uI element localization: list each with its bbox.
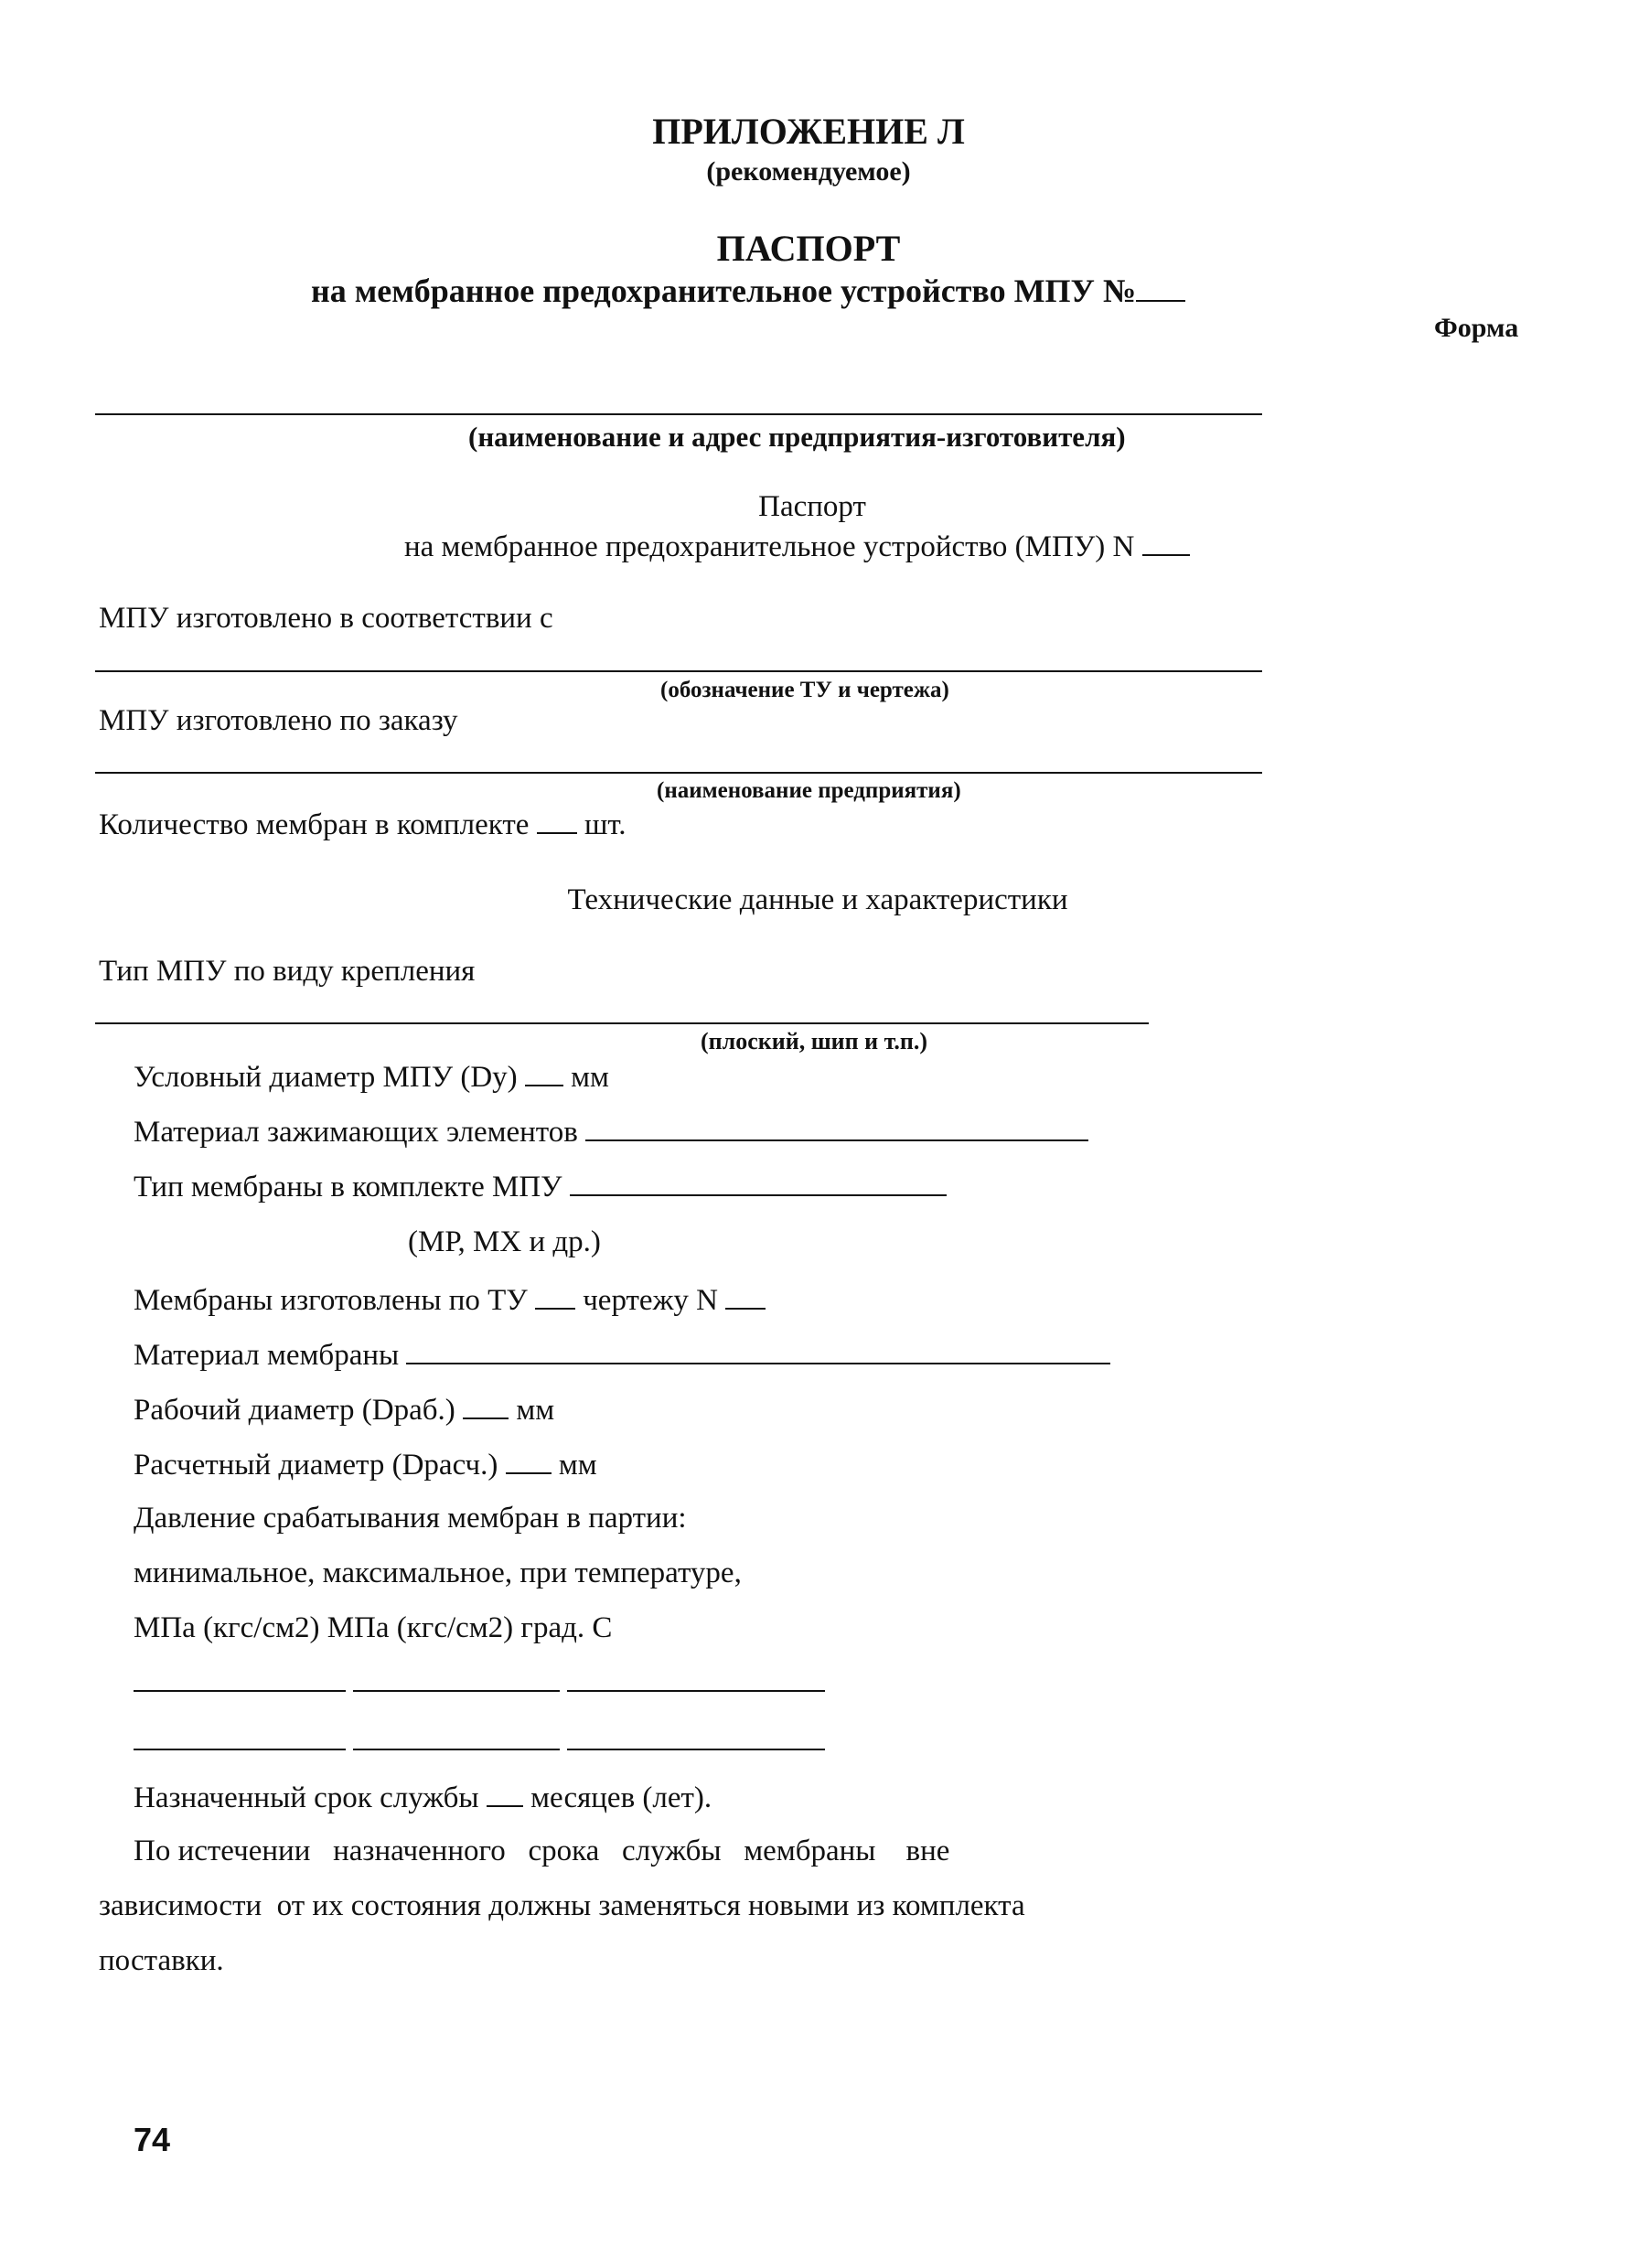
nominal-diameter: Условный диаметр МПУ (Dy) мм	[134, 1061, 609, 1094]
calc-diameter: Расчетный диаметр (Dрасч.) мм	[134, 1449, 597, 1482]
recommended-label: (рекомендуемое)	[706, 156, 911, 187]
pressure-max-line-1	[353, 1690, 560, 1692]
passport-subtitle: на мембранное предохранительное устройство МПУ №	[311, 274, 1185, 307]
membranes-count: Количество мембран в комплекте шт.	[99, 808, 627, 841]
pressure-temp-line-2	[567, 1749, 825, 1750]
pressure-min-line-1	[134, 1690, 346, 1692]
made-per-caption: (обозначение ТУ и чертежа)	[660, 678, 949, 702]
pressure-temp-line-1	[567, 1690, 825, 1692]
passport-line: на мембранное предохранительное устройство (МПУ) N	[404, 530, 1190, 562]
pressure-min-line-2	[134, 1749, 346, 1750]
made-per-line	[95, 670, 1262, 672]
clamp-material: Материал зажимающих элементов	[134, 1116, 1088, 1148]
manufacturer-caption: (наименование и адрес предприятия-изготовителя)	[468, 421, 1126, 453]
pressure-columns: минимальное, максимальное, при температуре,	[134, 1557, 742, 1589]
manufacturer-line	[95, 413, 1262, 415]
membrane-material: Материал мембраны	[134, 1339, 1110, 1371]
note-line-3: поставки.	[99, 1944, 224, 1977]
membrane-type-caption: (МР, МХ и др.)	[408, 1225, 601, 1258]
ordered-by-line	[95, 772, 1262, 774]
ordered-by-caption: (наименование предприятия)	[657, 778, 961, 803]
mount-type-line	[95, 1022, 1149, 1024]
passport-title: ПАСПОРТ	[716, 228, 901, 269]
pressure-heading: Давление срабатывания мембран в партии:	[134, 1502, 687, 1535]
pressure-units: МПа (кгс/см2) МПа (кгс/см2) град. С	[134, 1611, 613, 1644]
mount-type-label: Тип МПУ по виду крепления	[99, 955, 476, 988]
note-line-1: По истечении назначенного срока службы мембраны вне	[134, 1835, 950, 1867]
pressure-max-line-2	[353, 1749, 560, 1750]
membrane-type: Тип мембраны в комплекте МПУ	[134, 1171, 947, 1203]
passport-word: Паспорт	[758, 490, 866, 523]
ordered-by-label: МПУ изготовлено по заказу	[99, 704, 458, 737]
mount-type-caption: (плоский, шип и т.п.)	[701, 1028, 928, 1054]
work-diameter: Рабочий диаметр (Dраб.) мм	[134, 1394, 555, 1427]
note-line-2: зависимости от их состояния должны заменяться новыми из комплекта	[99, 1889, 1025, 1922]
tech-heading: Технические данные и характеристики	[567, 883, 1068, 916]
made-per-label: МПУ изготовлено в соответствии с	[99, 602, 553, 635]
form-label: Форма	[1434, 313, 1519, 343]
appendix-title: ПРИЛОЖЕНИЕ Л	[652, 111, 965, 152]
service-life: Назначенный срок службы месяцев (лет).	[134, 1781, 712, 1814]
membranes-made: Мембраны изготовлены по ТУ чертежу N	[134, 1284, 766, 1316]
page-number: 74	[134, 2121, 171, 2158]
